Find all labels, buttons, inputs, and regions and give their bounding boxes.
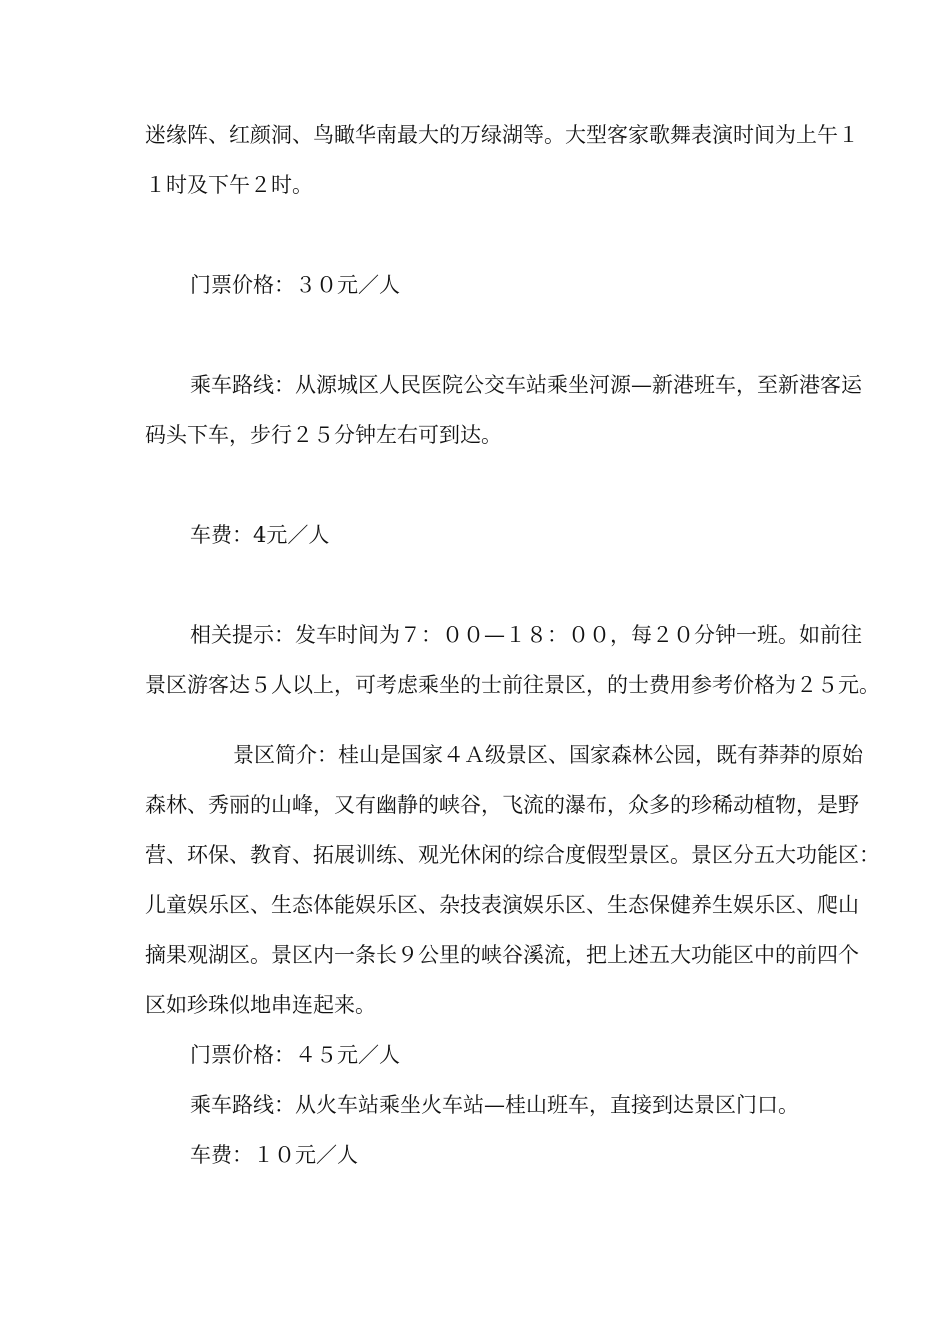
ticket-price-line: 门票价格：３０元／人 [190,273,400,297]
paragraph-line: 营、环保、教育、拓展训练、观光休闲的综合度假型景区。景区分五大功能区： [145,843,880,867]
paragraph-line: 摘果观湖区。景区内一条长９公里的峡谷溪流，把上述五大功能区中的前四个 [145,943,859,967]
paragraph-line: 区如珍珠似地串连起来。 [145,993,376,1017]
paragraph-line: 森林、秀丽的山峰，又有幽静的峡谷，飞流的瀑布，众多的珍稀动植物，是野 [145,793,859,817]
paragraph-line: 景区游客达５人以上，可考虑乘坐的士前往景区，的士费用参考价格为２５元。 [145,673,880,697]
fare-line: 车费：4元／人 [190,523,330,547]
tips-line: 相关提示：发车时间为７：００—１８：００，每２０分钟一班。如前往 [190,623,862,647]
paragraph-line: １时及下午２时。 [145,173,313,197]
ticket-price-line: 门票价格：４５元／人 [190,1043,400,1067]
fare-line: 车费：１０元／人 [190,1143,358,1167]
route-line: 乘车路线：从源城区人民医院公交车站乘坐河源—新港班车，至新港客运 [190,373,862,397]
intro-line: 景区简介：桂山是国家４Ａ级景区、国家森林公园，既有莽莽的原始 [233,743,863,767]
paragraph-line: 码头下车，步行２５分钟左右可到达。 [145,423,502,447]
route-line: 乘车路线：从火车站乘坐火车站—桂山班车，直接到达景区门口。 [190,1093,799,1117]
paragraph-line: 迷缘阵、红颜洞、鸟瞰华南最大的万绿湖等。大型客家歌舞表演时间为上午１ [145,123,859,147]
paragraph-line: 儿童娱乐区、生态体能娱乐区、杂技表演娱乐区、生态保健养生娱乐区、爬山 [145,893,859,917]
